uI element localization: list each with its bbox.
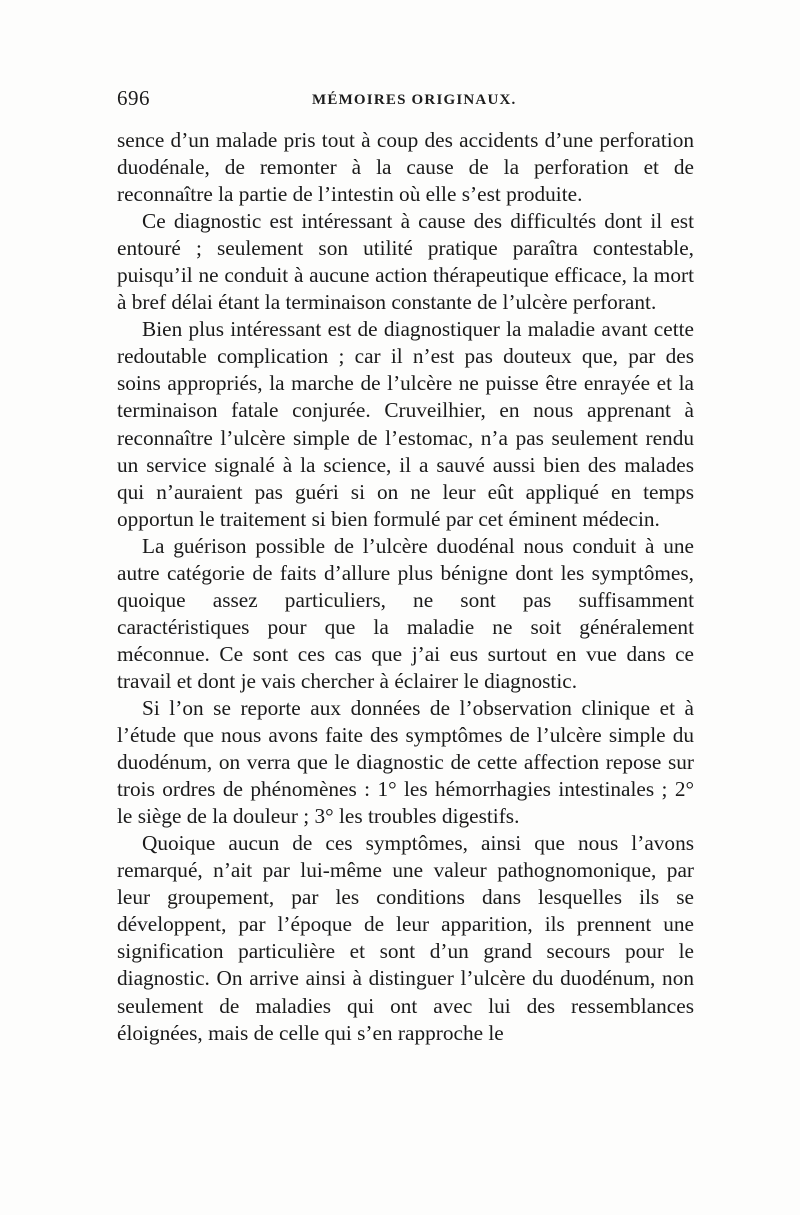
page-number: 696: [117, 86, 150, 110]
paragraph-early-diagnosis: Bien plus intéressant est de diagnostiquer la maladie avant cette redoutable complication ; car il n’est pas douteux que, par des soins appropriés, la marche de l’ulcère ne puisse être enrayée et la terminaison fatale conjurée. Cruveilhier, en nous apprenant à reconnaître l’ulcère simple de l’estomac, n’a pas seulement rendu un service signalé à la science, il a sauvé aussi bien des malades qui n’auraient pas guéri si on ne leur eût appliqué en temps opportun le traitement si bien formulé par cet éminent médecin.: [117, 317, 694, 531]
body-text: [117, 127, 694, 1047]
paragraph-perforation-diagnosis: Ce diagnostic est intéressant à cause des difficultés dont il est entouré ; seulement son utilité pratique paraîtra contestable, puisqu’il ne conduit à aucune action thérapeutique efficace, la mort à bref délai étant la terminaison constante de l’ulcère perforant.: [117, 209, 694, 315]
paragraph-benign-cases: La guérison possible de l’ulcère duodénal nous conduit à une autre catégorie de faits d’allure plus bénigne dont les symptômes, quoique assez particuliers, ne sont pas suffisamment caractéristiques pour que la maladie ne soit généralement méconnue. Ce sont ces cas que j’ai eus surtout en vue dans ce travail et dont je vais chercher à éclairer le diagnostic.: [117, 533, 694, 693]
page-header: [117, 86, 694, 120]
paragraph-symptom-orders: Si l’on se reporte aux données de l’observation clinique et à l’étude que nous avons faite des symptômes de l’ulcère simple du duodénum, on verra que le diagnostic de cette affection repose sur trois ordres de phénomènes : 1° les hémorrhagies intestinales ; 2° le siège de la douleur ; 3° les troubles digestifs.: [117, 695, 694, 829]
running-head: MÉMOIRES ORIGINAUX.: [312, 92, 517, 108]
paragraph-continuation: sence d’un malade pris tout à coup des accidents d’une perforation duodénale, de remonter à la cause de la perforation et de reconnaître la partie de l’intestin où elle s’est produite.: [117, 128, 694, 207]
paragraph-symptom-grouping: Quoique aucun de ces symptômes, ainsi que nous l’avons remarqué, n’ait par lui-même une valeur pathognomonique, par leur groupement, par les conditions dans lesquelles ils se développent, par l’époque de leur apparition, ils prennent une signification particulière et sont d’un grand secours pour le diagnostic. On arrive ainsi à distinguer l’ulcère du duodénum, non seulement de maladies qui ont avec lui des ressemblances éloignées, mais de celle qui s’en rapproche le: [117, 831, 694, 1045]
